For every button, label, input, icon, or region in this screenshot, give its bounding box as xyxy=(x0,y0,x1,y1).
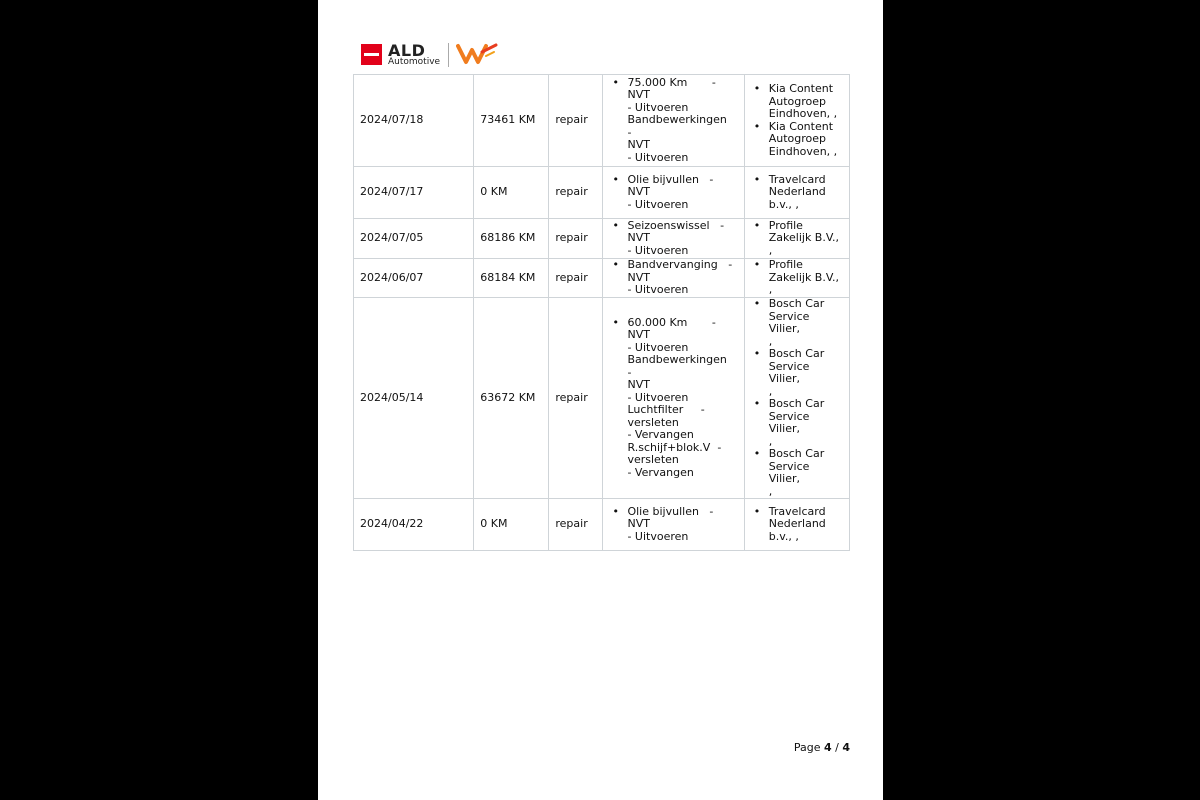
description-cell xyxy=(603,219,744,259)
supplier-item: • Profile Zakelijk B.V., , xyxy=(751,220,843,258)
supplier-item: • Travelcard Nederland b.v., , xyxy=(751,174,843,212)
type-cell: repair xyxy=(549,499,603,551)
description-cell xyxy=(603,259,744,298)
description-item: • 75.000 Km - NVT - Uitvoeren Bandbewerkingen - NVT - Uitvoeren xyxy=(609,77,737,165)
maintenance-history-table xyxy=(353,74,850,551)
ald-logo-icon xyxy=(361,44,382,65)
date-cell: 2024/07/18 xyxy=(354,75,474,167)
description-cell xyxy=(603,167,744,219)
page-current: 4 xyxy=(823,741,832,754)
date-cell: 2024/07/05 xyxy=(354,219,474,259)
supplier-item: • Profile Zakelijk B.V., , xyxy=(751,259,843,297)
supplier-item: • Bosch Car Service Vilier, , xyxy=(751,448,843,498)
supplier-cell xyxy=(744,167,849,219)
page-label: Page xyxy=(793,741,821,754)
supplier-item: • Bosch Car Service Vilier, , xyxy=(751,298,843,348)
description-cell xyxy=(603,499,744,551)
page-separator: / xyxy=(835,741,839,754)
w-brand-logo-icon xyxy=(456,42,498,66)
supplier-cell xyxy=(744,75,849,167)
supplier-cell xyxy=(744,259,849,298)
supplier-item: • Kia Content Autogroep Eindhoven, , xyxy=(751,121,843,159)
supplier-cell xyxy=(744,219,849,259)
logo-subtitle: Automotive xyxy=(388,57,441,67)
description-item: • Olie bijvullen - NVT - Uitvoeren xyxy=(609,506,737,544)
mileage-cell: 0 KM xyxy=(474,499,549,551)
page-number xyxy=(794,741,850,754)
mileage-cell: 73461 KM xyxy=(474,75,549,167)
date-cell: 2024/06/07 xyxy=(354,259,474,298)
description-item: • 60.000 Km - NVT - Uitvoeren Bandbewerkingen - NVT - Uitvoeren Luchtfilter - versleten - Vervangen R.schijf+blok.V - versleten - Vervangen xyxy=(609,317,737,480)
date-cell: 2024/04/22 xyxy=(354,499,474,551)
type-cell: repair xyxy=(549,298,603,499)
page-total: 4 xyxy=(842,741,850,754)
type-cell: repair xyxy=(549,75,603,167)
logo-divider xyxy=(448,43,449,67)
document-page xyxy=(318,0,883,800)
date-cell: 2024/05/14 xyxy=(354,298,474,499)
description-item: • Bandvervanging - NVT - Uitvoeren xyxy=(609,259,737,297)
table-row xyxy=(354,499,850,551)
table-row xyxy=(354,259,850,298)
logo-title: ALD xyxy=(388,41,426,60)
type-cell: repair xyxy=(549,167,603,219)
table-row xyxy=(354,167,850,219)
description-item: • Seizoenswissel - NVT - Uitvoeren xyxy=(609,220,737,258)
description-cell xyxy=(603,75,744,167)
supplier-cell xyxy=(744,298,849,499)
mileage-cell: 63672 KM xyxy=(474,298,549,499)
supplier-item: • Bosch Car Service Vilier, , xyxy=(751,348,843,398)
table-row xyxy=(354,75,850,167)
table-row xyxy=(354,219,850,259)
supplier-item: • Kia Content Autogroep Eindhoven, , xyxy=(751,83,843,121)
supplier-cell xyxy=(744,499,849,551)
type-cell: repair xyxy=(549,259,603,298)
mileage-cell: 0 KM xyxy=(474,167,549,219)
mileage-cell: 68186 KM xyxy=(474,219,549,259)
mileage-cell: 68184 KM xyxy=(474,259,549,298)
table-row xyxy=(354,298,850,499)
date-cell: 2024/07/17 xyxy=(354,167,474,219)
description-cell xyxy=(603,298,744,499)
supplier-item: • Bosch Car Service Vilier, , xyxy=(751,398,843,448)
type-cell: repair xyxy=(549,219,603,259)
supplier-item: • Travelcard Nederland b.v., , xyxy=(751,506,843,544)
description-item: • Olie bijvullen - NVT - Uitvoeren xyxy=(609,174,737,212)
